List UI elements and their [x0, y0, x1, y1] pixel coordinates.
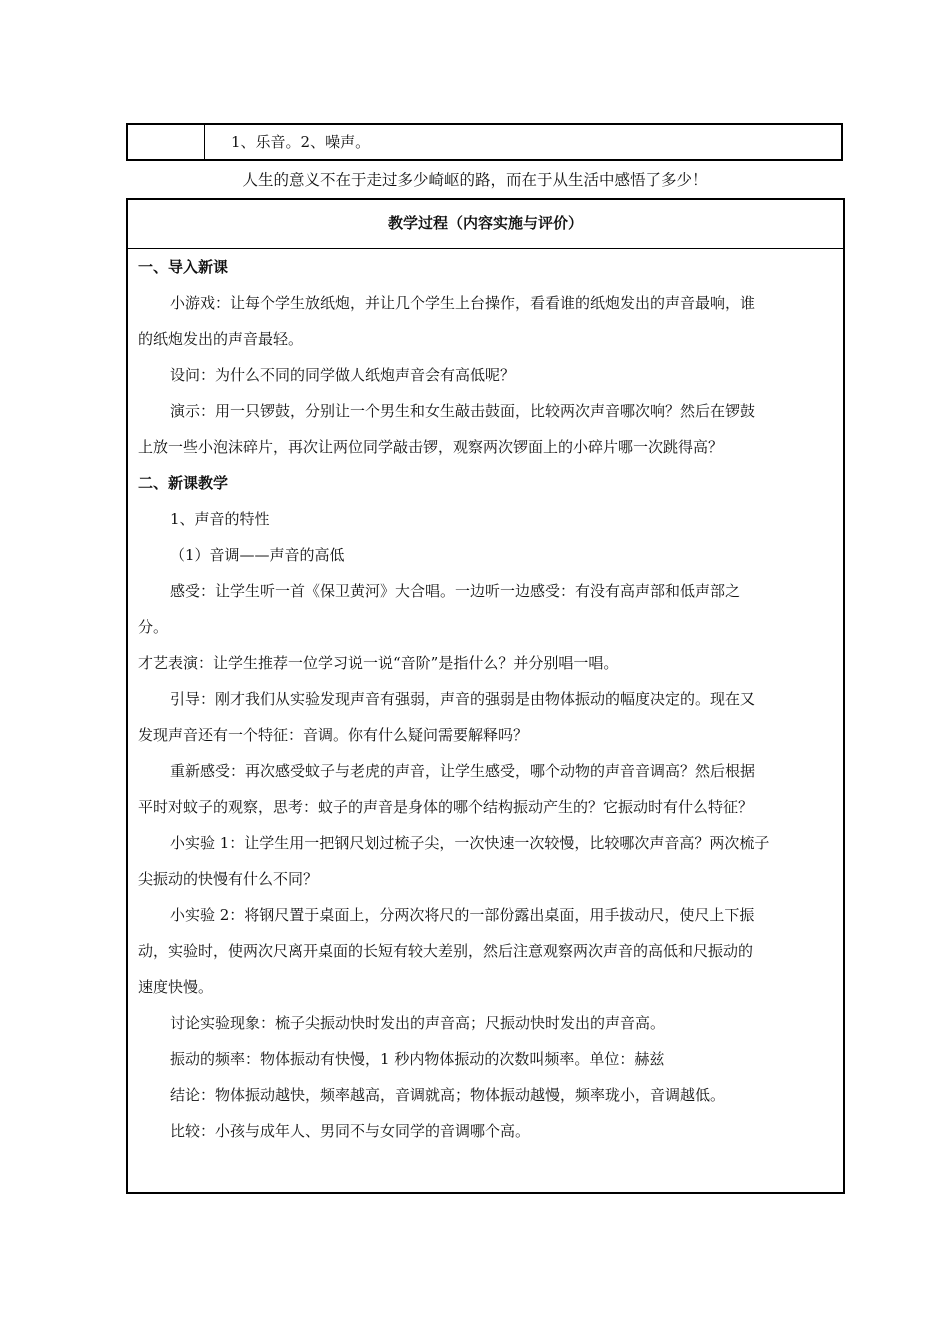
compare-paragraph: 比较：小孩与成年人、男同不与女同学的音调哪个高。 — [170, 1122, 531, 1140]
exp2-paragraph-line2: 动，实验时，使两次尺离开桌面的长短有较大差别，然后注意观察两次声音的高低和尺振动的 — [138, 942, 754, 960]
section-heading-intro: 一、导入新课 — [138, 258, 229, 276]
exp2-paragraph-line3: 速度快慢。 — [138, 978, 214, 996]
teaching-process-table — [126, 198, 845, 1194]
feel-paragraph-line1: 感受：让学生听一首《保卫黄河》大合唱。一边听一边感受：有没有高声部和低声部之 — [170, 582, 741, 600]
frequency-paragraph: 振动的频率：物体振动有快慢，1 秒内物体振动的次数叫频率。单位：赫兹 — [170, 1050, 665, 1068]
refeel-paragraph-line1: 重新感受：再次感受蚊子与老虎的声音，让学生感受，哪个动物的声音音调高？然后根据 — [170, 762, 756, 780]
game-paragraph-line2: 的纸炮发出的声音最轻。 — [138, 330, 304, 348]
demo-paragraph-line1: 演示：用一只锣鼓，分别让一个男生和女生敲击鼓面，比较两次声音哪次响？然后在锣鼓 — [170, 402, 756, 420]
item-1-1: （1）音调——声音的高低 — [170, 546, 345, 564]
refeel-paragraph-line2: 平时对蚊子的观察，思考：蚊子的声音是身体的哪个结构振动产生的？它振动时有什么特征？ — [138, 798, 754, 816]
top-table-left-cell — [128, 125, 205, 159]
exp1-paragraph-line1: 小实验 1：让学生用一把钢尺划过梳子尖，一次快速一次较慢，比较哪次声音高？两次梳子 — [170, 834, 770, 852]
exp2-paragraph-line1: 小实验 2：将钢尺置于桌面上，分两次将尺的一部份露出桌面，用手拔动尺，使尺上下振 — [170, 906, 755, 924]
game-paragraph-line1: 小游戏：让每个学生放纸炮，并让几个学生上台操作，看看谁的纸炮发出的声音最响，谁 — [170, 294, 756, 312]
talent-paragraph: 才艺表演：让学生推荐一位学习说一说“音阶”是指什么？并分别唱一唱。 — [138, 654, 619, 672]
guide-paragraph-line1: 引导：刚才我们从实验发现声音有强弱，声音的强弱是由物体振动的幅度决定的。现在又 — [170, 690, 756, 708]
guide-paragraph-line2: 发现声音还有一个特征：音调。你有什么疑问需要解释吗？ — [138, 726, 529, 744]
table-header: 教学过程（内容实施与评价） — [128, 200, 843, 249]
exp1-paragraph-line2: 尖振动的快慢有什么不同？ — [138, 870, 319, 888]
conclusion-paragraph: 结论：物体振动越快，频率越高，音调就高；物体振动越慢，频率珑小，音调越低。 — [170, 1086, 726, 1104]
item-1: 1、声音的特性 — [170, 510, 270, 528]
question-paragraph: 设问：为什么不同的同学做人纸炮声音会有高低呢？ — [170, 366, 516, 384]
demo-paragraph-line2: 上放一些小泡沫碎片，再次让两位同学敲击锣，观察两次锣面上的小碎片哪一次跳得高？ — [138, 438, 724, 456]
feel-paragraph-line2: 分。 — [138, 618, 169, 636]
section-heading-new: 二、新课教学 — [138, 474, 229, 492]
table-body — [128, 249, 843, 1149]
discuss-paragraph: 讨论实验现象：梳子尖振动快时发出的声音高；尺振动快时发出的声音高。 — [170, 1014, 666, 1032]
motto-line: 人生的意义不在于走过多少崎岖的路，而在于从生活中感悟了多少！ — [242, 171, 708, 189]
top-table — [126, 123, 843, 161]
top-table-right-cell: 1、乐音。2、噪声。 — [231, 133, 371, 151]
